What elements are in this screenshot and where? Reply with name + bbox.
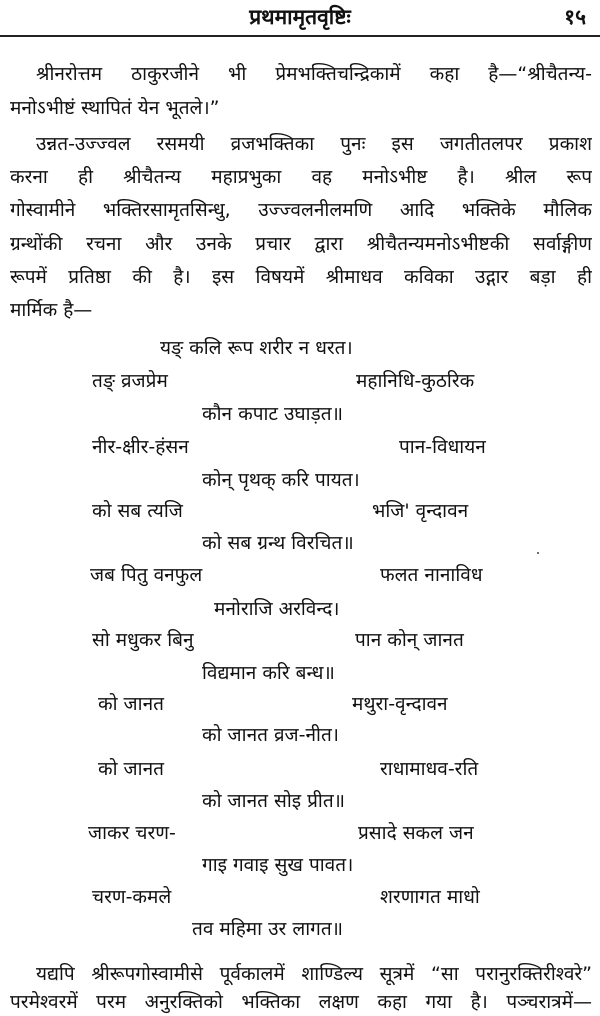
- verse-line: नीर-क्षीर-हंसन: [92, 436, 189, 458]
- verse-line: महानिधि-कुठरिक: [356, 370, 475, 392]
- verse-line: तव महिमा उर लागत॥: [192, 918, 344, 940]
- paragraph-2-line-1: उन्नत-उज्ज्वल रसमयी व्रजभक्तिका पुनः इस जगतीतलपर प्रकाश: [36, 133, 592, 155]
- verse-line: को जानत व्रज-नीत।: [202, 724, 340, 746]
- verse-line: सो मधुकर बिनु: [92, 629, 194, 651]
- verse-line: कोन् पृथक् करि पायत।: [202, 469, 360, 491]
- running-header-title: प्रथमामृतवृष्टिः: [249, 5, 351, 29]
- verse-line: मनोराजि अरविन्द।: [214, 598, 340, 620]
- print-speck: [537, 552, 539, 554]
- verse-line: प्रसादे सकल जन: [358, 822, 474, 844]
- verse-line: जब पितु वनफुल: [90, 564, 203, 586]
- verse-line: मथुरा-वृन्दावन: [352, 693, 448, 715]
- paragraph-1-line-1: श्रीनरोत्तम ठाकुरजीने भी प्रेमभक्तिचन्द्रिकामें कहा है—“श्रीचैतन्य-: [36, 63, 592, 85]
- paragraph-2-line-2: करना ही श्रीचैतन्य महाप्रभुका वह मनोऽभीष्ट है। श्रील रूप: [10, 166, 592, 188]
- paragraph-2-line-5: रूपमें प्रतिष्ठा की है। इस विषयमें श्रीमाधव कविका उद्गार बड़ा ही: [10, 266, 592, 288]
- verse-line: चरण-कमले: [92, 886, 172, 908]
- verse-line: फलत नानाविध: [380, 564, 483, 586]
- paragraph-3-line-1: यद्यपि श्रीरूपगोस्वामीसे पूर्वकालमें शाण्डिल्य सूत्रमें “सा परानुरक्तिरीश्वरे”: [36, 963, 592, 985]
- verse-line: को सब ग्रन्थ विरचित॥: [202, 532, 354, 554]
- paragraph-2-line-4: ग्रन्थोंकी रचना और उनके प्रचार द्वारा श्रीचैतन्यमनोऽभीष्टकी सर्वाङ्गीण: [10, 233, 592, 255]
- verse-line: शरणागत माधो: [380, 886, 480, 908]
- verse-line: तङ् व्रजप्रेम: [92, 370, 168, 392]
- verse-line: पान-विधायन: [399, 436, 486, 458]
- verse-line: कौन कपाट उघाड़त॥: [202, 403, 343, 425]
- header-rule: [0, 35, 600, 37]
- verse-line: को जानत: [98, 693, 164, 715]
- paragraph-2-line-6: मार्मिक है—: [10, 299, 93, 321]
- paragraph-3-line-2: परमेश्वरमें परम अनुरक्तिको भक्तिका लक्षण कहा गया है। पञ्चरात्रमें—: [10, 991, 592, 1013]
- verse-line: पान कोन् जानत: [355, 629, 464, 651]
- page-number: १५: [564, 5, 586, 29]
- paragraph-2-line-3: गोस्वामीने भक्तिरसामृतसिन्धु, उज्ज्वलनीलमणि आदि भक्तिके मौलिक: [10, 199, 592, 221]
- verse-line: विद्यमान करि बन्ध॥: [202, 662, 335, 684]
- verse-line: को जानत: [98, 758, 164, 780]
- verse-line: भजि' वृन्दावन: [372, 500, 469, 522]
- verse-line: राधामाधव-रति: [380, 758, 479, 780]
- paragraph-1-line-2: मनोऽभीष्टं स्थापितं येन भूतले।”: [10, 97, 220, 119]
- verse-line: को जानत सोइ प्रीत॥: [202, 790, 346, 812]
- verse-line: को सब त्यजि: [92, 500, 183, 522]
- verse-line: गाइ गवाइ सुख पावत।: [202, 854, 354, 876]
- verse-line: जाकर चरण-: [88, 822, 176, 844]
- verse-line: यङ् कलि रूप शरीर न धरत।: [160, 337, 353, 359]
